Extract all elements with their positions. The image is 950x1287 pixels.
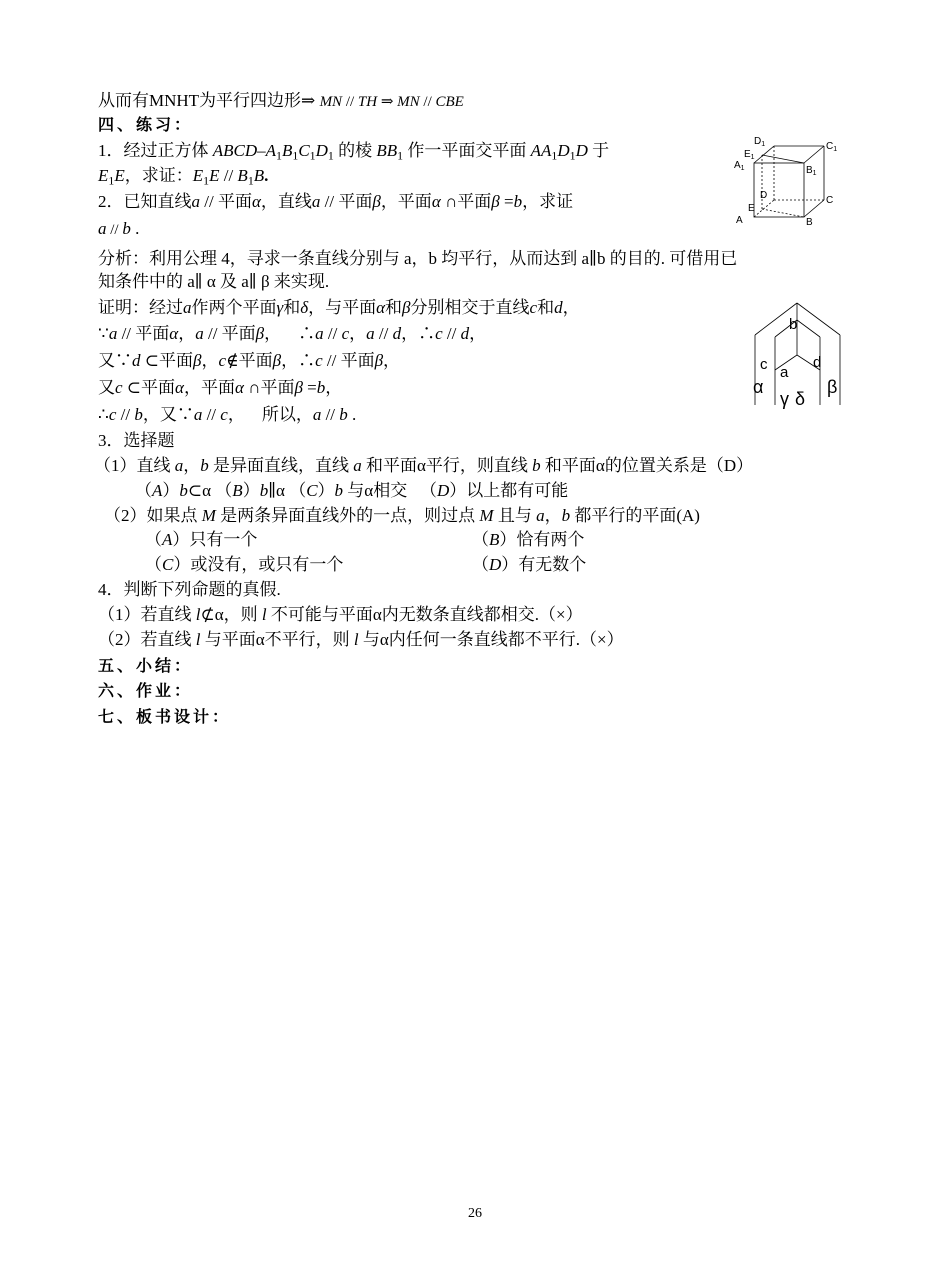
problem-2-line-1 xyxy=(98,191,573,213)
text: ， xyxy=(183,456,201,475)
math: c xyxy=(220,405,228,424)
label-b1: $B_1$ xyxy=(806,165,817,177)
text: ，求证： xyxy=(124,166,193,185)
math: β xyxy=(402,298,411,317)
section-heading-homework: 六、作业： xyxy=(98,683,194,700)
section-heading-summary: 五、小结： xyxy=(98,658,194,675)
text: 与α内任何一条直线都不平行.（×） xyxy=(358,630,624,649)
text: // 平面 xyxy=(322,351,375,370)
label-b: b xyxy=(789,316,798,333)
subscript: 1 xyxy=(276,148,282,163)
math: B xyxy=(281,141,293,160)
text: 和平面α的位置关系是（D） xyxy=(540,456,754,475)
math: b xyxy=(339,405,348,424)
text: ， xyxy=(201,351,219,370)
proof-line-2 xyxy=(98,323,486,345)
math: BB xyxy=(376,141,398,160)
problem-3-q2-option-b xyxy=(472,529,584,551)
planes-figure xyxy=(745,295,850,413)
text: ⊄α，则 xyxy=(200,605,262,624)
text: 和 xyxy=(537,298,555,317)
math: B xyxy=(489,530,500,549)
text: ）以上都有可能 xyxy=(449,481,569,500)
math: α xyxy=(175,378,184,397)
label-c: c xyxy=(760,356,768,373)
math: d xyxy=(392,324,402,343)
text: 且与 xyxy=(493,506,537,525)
math: β xyxy=(272,351,282,370)
text: . xyxy=(130,219,140,238)
label-e: E xyxy=(748,203,755,214)
math: b xyxy=(334,481,344,500)
text: ， xyxy=(544,506,562,525)
text: ，∴ xyxy=(281,351,316,370)
text: ， xyxy=(562,298,580,317)
section-heading-blackboard: 七、板书设计： xyxy=(98,709,232,726)
math: c xyxy=(341,324,350,343)
math: B xyxy=(253,166,265,185)
problem-4-statement-1 xyxy=(98,604,583,626)
text: // 平面 xyxy=(320,192,373,211)
math: a xyxy=(183,298,192,317)
math: TH xyxy=(357,94,378,110)
math: C xyxy=(298,141,310,160)
math: β xyxy=(374,351,384,370)
math: α xyxy=(169,324,179,343)
math: a xyxy=(366,324,375,343)
math: E xyxy=(114,166,125,185)
math: δ xyxy=(300,298,309,317)
math: α xyxy=(376,298,386,317)
math: a xyxy=(353,456,362,475)
math: // xyxy=(116,405,135,424)
math: b xyxy=(259,481,269,500)
label-a1: $A_1$ xyxy=(734,160,745,172)
text: . xyxy=(347,405,357,424)
math: // xyxy=(321,405,340,424)
math: α xyxy=(234,378,244,397)
math: d xyxy=(132,351,141,370)
text: 是两条异面直线外的一点，则过点 xyxy=(215,506,480,525)
math: // xyxy=(106,222,123,238)
math: α xyxy=(251,192,261,211)
math: // xyxy=(419,94,436,110)
math: l xyxy=(195,605,201,624)
label-e1: $E_1$ xyxy=(744,149,755,161)
math: β xyxy=(255,324,265,343)
math: // xyxy=(342,94,358,110)
math: β xyxy=(294,378,303,397)
text: ，直线 xyxy=(260,192,312,211)
text: ，平面 xyxy=(380,192,432,211)
math: D xyxy=(489,555,502,574)
math: = xyxy=(302,378,317,397)
text: 证明：经过 xyxy=(98,298,183,317)
math: b xyxy=(561,506,571,525)
page-number: 26 xyxy=(468,1206,482,1221)
problem-3-q1 xyxy=(94,455,753,477)
subscript: 1 xyxy=(292,148,299,163)
proof-line-1 xyxy=(98,297,580,319)
label-a: A xyxy=(736,215,743,226)
text: （ xyxy=(145,530,162,549)
math: E xyxy=(209,166,220,185)
proof-line-3 xyxy=(98,350,400,372)
math: b xyxy=(200,456,209,475)
text: ， xyxy=(469,324,487,343)
math: B xyxy=(237,166,248,185)
math: C xyxy=(306,481,318,500)
math: ABCD xyxy=(212,141,258,160)
text: ， xyxy=(349,324,367,343)
math: c xyxy=(108,405,117,424)
text: 作一平面交平面 xyxy=(403,141,531,160)
math: c xyxy=(315,351,323,370)
text: ， ∴ xyxy=(264,324,316,343)
text: ， xyxy=(178,324,196,343)
subscript: 1 xyxy=(551,148,558,163)
text: ，与平面 xyxy=(308,298,377,317)
math: a xyxy=(174,456,184,475)
text: ， xyxy=(383,351,401,370)
label-a: a xyxy=(780,364,789,381)
problem-3-q2-option-c xyxy=(145,554,343,576)
text: ）恰有两个 xyxy=(499,530,585,549)
math: D xyxy=(315,141,328,160)
math: E xyxy=(192,166,204,185)
text: ，∴ xyxy=(401,324,436,343)
math: CBE xyxy=(435,94,464,110)
label-beta: β xyxy=(827,377,838,397)
text: ） xyxy=(317,481,335,500)
text: 1．经过正方体 xyxy=(98,141,213,160)
math: d xyxy=(554,298,563,317)
text: 不可能与平面α内无数条直线都相交.（×） xyxy=(266,605,583,624)
text: 2．已知直线 xyxy=(98,192,192,211)
math: D xyxy=(436,481,450,500)
text: （ xyxy=(472,530,489,549)
math: l xyxy=(195,630,201,649)
text: ）只有一个 xyxy=(172,530,258,549)
text: ∩平面 xyxy=(440,192,492,211)
math: D xyxy=(557,141,570,160)
math: // xyxy=(323,324,342,343)
text: （1）直线 xyxy=(94,456,175,475)
text: 和 xyxy=(385,298,403,317)
subscript: 1 xyxy=(327,148,334,163)
math: D xyxy=(575,141,588,160)
math: C xyxy=(162,555,174,574)
label-d1: $D_1$ xyxy=(754,136,766,148)
text: 又 xyxy=(98,378,115,397)
text: 和 xyxy=(283,298,301,317)
text: ）有无数个 xyxy=(501,555,587,574)
math: α xyxy=(431,192,441,211)
math: // xyxy=(202,405,221,424)
math: a xyxy=(98,219,107,238)
math: // xyxy=(442,324,461,343)
problem-1-line-2 xyxy=(98,165,268,187)
subscript: 1 xyxy=(309,148,316,163)
math: a xyxy=(191,192,200,211)
text: 与α相交 （ xyxy=(343,481,437,500)
math: a xyxy=(193,405,203,424)
math: b xyxy=(122,219,131,238)
math: b xyxy=(179,481,188,500)
math: // xyxy=(219,166,238,185)
text: （2）如果点 xyxy=(104,506,202,525)
math: β xyxy=(193,351,202,370)
text: 都平行的平面(A) xyxy=(570,506,700,525)
math: c xyxy=(529,298,538,317)
math: A xyxy=(162,530,173,549)
math: MN xyxy=(319,94,343,110)
text: ， 所以， xyxy=(227,405,313,424)
label-d: d xyxy=(813,354,822,371)
math: a xyxy=(315,324,324,343)
text: ∩平面 xyxy=(243,378,295,397)
math: l xyxy=(353,630,359,649)
text: ） xyxy=(242,481,260,500)
text: // 平面 xyxy=(117,324,170,343)
text: ，平面 xyxy=(183,378,235,397)
label-gamma: γ xyxy=(780,389,789,409)
text: . xyxy=(264,166,269,185)
text: 分别相交于直线 xyxy=(410,298,530,317)
text: ∴ xyxy=(98,405,109,424)
math: ⇒ xyxy=(377,94,398,110)
math: // xyxy=(374,324,393,343)
label-d: D xyxy=(760,190,768,201)
proof-line-4 xyxy=(98,377,342,399)
text: ， xyxy=(325,378,343,397)
math: – xyxy=(257,141,266,160)
problem-3-title: 3．选择题 xyxy=(98,431,175,450)
math: E xyxy=(98,166,109,185)
text: （ xyxy=(135,481,152,500)
label-alpha: α xyxy=(753,377,764,397)
text: ，又∵ xyxy=(142,405,194,424)
problem-4-statement-2 xyxy=(98,629,624,651)
text: 作两个平面 xyxy=(191,298,277,317)
text: （ xyxy=(472,555,489,574)
text: 从而有MNHT为平行四边形⇒ xyxy=(98,91,320,110)
text: （ xyxy=(145,555,162,574)
text: ⊂α （ xyxy=(187,481,233,500)
math: MN xyxy=(397,94,420,110)
text-line-parallelogram xyxy=(98,90,464,113)
section-heading-exercises: 四、练习： xyxy=(98,117,194,134)
text: ⊂平面 xyxy=(140,351,193,370)
text: ⊂平面 xyxy=(122,378,176,397)
math: c xyxy=(218,351,227,370)
label-c: C xyxy=(826,195,834,206)
math: a xyxy=(312,405,322,424)
text: 又∵ xyxy=(98,351,132,370)
math: b xyxy=(316,378,326,397)
text: // 平面 xyxy=(200,192,252,211)
text: ） xyxy=(162,481,180,500)
math: = xyxy=(499,192,514,211)
subscript: 1 xyxy=(247,173,254,188)
math: a xyxy=(536,506,545,525)
text: ）或没有，或只有一个 xyxy=(173,555,344,574)
math: c xyxy=(115,378,123,397)
text: （2）若直线 xyxy=(98,630,196,649)
math: β xyxy=(491,192,500,211)
math: b xyxy=(532,456,541,475)
text: 是异面直线，直线 xyxy=(208,456,354,475)
math: β xyxy=(372,192,381,211)
math: γ xyxy=(276,298,284,317)
math: l xyxy=(261,605,267,624)
text: （1）若直线 xyxy=(98,605,196,624)
problem-3-q2 xyxy=(104,505,700,527)
math: c xyxy=(435,324,443,343)
problem-3-q2-option-a xyxy=(145,529,257,551)
cube-figure xyxy=(728,133,848,231)
subscript: 1 xyxy=(569,148,576,163)
text: ，求证 xyxy=(522,192,574,211)
math: a xyxy=(195,324,204,343)
label-c1: $C_1$ xyxy=(826,141,838,153)
text: 于 xyxy=(587,141,610,160)
text: 与平面α不平行，则 xyxy=(200,630,354,649)
text: ∥α （ xyxy=(268,481,307,500)
problem-3-q2-option-d xyxy=(472,554,586,576)
label-b: B xyxy=(806,217,813,228)
problem-4-title: 4．判断下列命题的真假. xyxy=(98,580,281,599)
text: // 平面 xyxy=(203,324,256,343)
text: ∉平面 xyxy=(226,351,273,370)
text: 和平面α平行，则直线 xyxy=(361,456,533,475)
math: A xyxy=(152,481,163,500)
math: b xyxy=(134,405,143,424)
math: a xyxy=(311,192,321,211)
math: A xyxy=(265,141,277,160)
math: a xyxy=(108,324,118,343)
math: M xyxy=(201,506,216,525)
analysis-line-1: 分析：利用公理 4，寻求一条直线分别与 a，b 均平行，从而达到 a∥b 的目的. 可借用已 xyxy=(98,249,738,268)
proof-line-5 xyxy=(98,404,356,426)
text: ∵ xyxy=(98,324,109,343)
math: d xyxy=(460,324,470,343)
math: B xyxy=(232,481,243,500)
label-delta: δ xyxy=(795,389,806,409)
subscript: 1 xyxy=(397,148,404,163)
analysis-line-2: 知条件中的 a∥ α 及 a∥ β 来实现. xyxy=(98,272,330,291)
subscript: 1 xyxy=(203,173,210,188)
problem-1-line-1 xyxy=(98,140,609,162)
math: AA xyxy=(530,141,552,160)
text: 的棱 xyxy=(333,141,377,160)
math: b xyxy=(513,192,523,211)
problem-3-q1-options xyxy=(135,480,568,502)
subscript: 1 xyxy=(108,173,115,188)
problem-2-line-2 xyxy=(98,218,139,241)
math: M xyxy=(479,506,494,525)
